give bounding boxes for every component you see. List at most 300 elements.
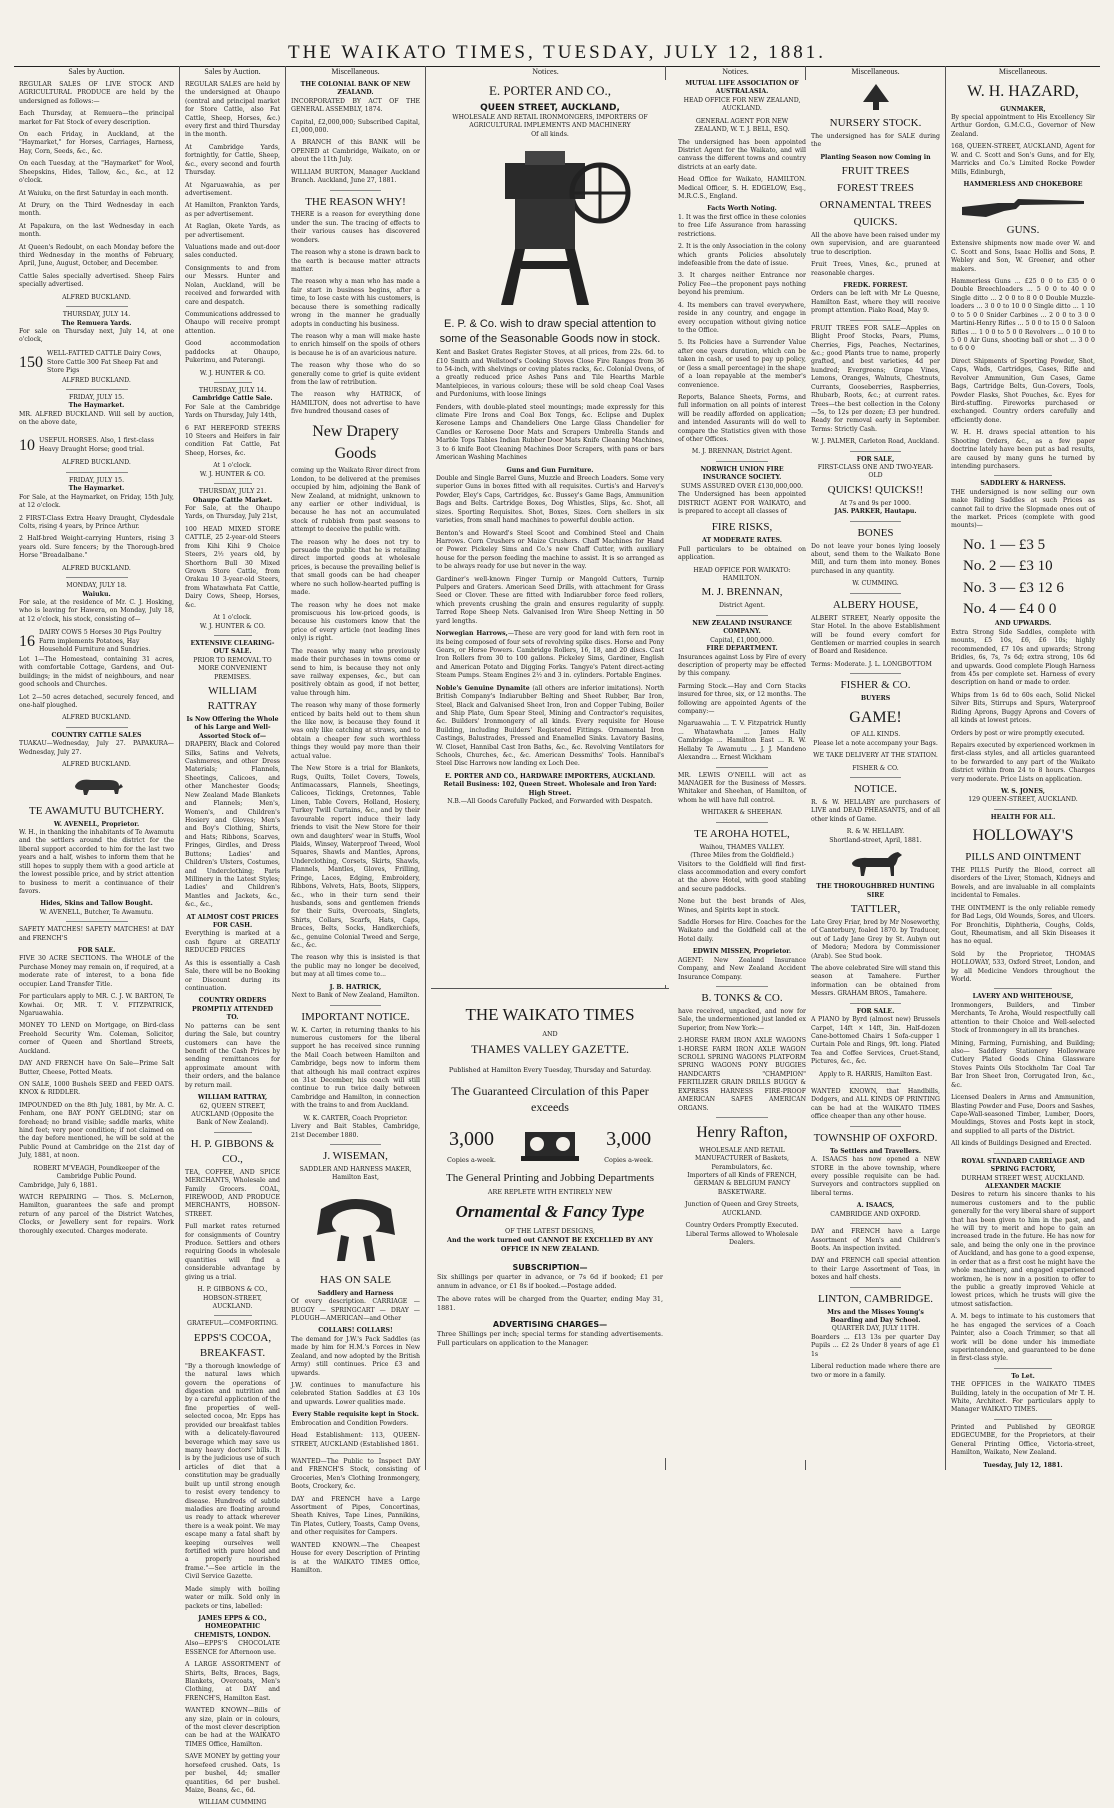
paragraph: Double and Single Barrel Guns, Muzzle and Breech Loaders. Some very superior Guns in boxes fitted with all requisites. Curtis's and Harvey's Powder, Eley's Caps, Cartridges, &c. Bussey's Game Bags, Ammunition Bags and Belts. Cartridge Boxes, Dog Whistles, Slips, &c. Shot, all sizes. Sporting Requisites. Shot, Boxes, Sizes. Corn shellers in six varieties, from small hand machines to powerful double action. bbox=[436, 474, 664, 525]
paragraph: coming up the Waikato River direct from London, to be delivered at the premises occupied by him, adjoining the Bank of New Zealand, at midnight, unknown to any earlier or other individual, is because he has not an accumulated stock of rubbish from past seasons to attempt to deceive the public with. bbox=[291, 467, 420, 534]
ad-subtitle: Capital, £1,000,000. bbox=[710, 636, 774, 644]
circulation-number: 3,000 bbox=[448, 1128, 494, 1151]
ad-subtitle: OF THE LATEST DESIGNS, bbox=[505, 1227, 595, 1236]
paragraph: Insurances against Loss by Fire of every description of property may be effected by this company. bbox=[678, 653, 806, 678]
ad-title: NURSERY STOCK. bbox=[829, 116, 922, 129]
paragraph: INCORPORATED BY ACT OF THE GENERAL ASSEMBLY, 1874. bbox=[291, 97, 420, 114]
paragraph: The reason why a man will make haste to enrich himself on the spoils of others is because he is of an avaricious nature. bbox=[291, 332, 420, 357]
sale-date: MONDAY, JULY 18. bbox=[66, 582, 127, 590]
ad-subtitle: AT MODERATE RATES. bbox=[702, 537, 782, 545]
ad-title: FOR SALE, bbox=[856, 455, 895, 463]
paragraph: Benton's and Howard's Steel Scoot and Combined Steel and Chain Harrows. Corn Crushers or Maize Crushers. Chaff Machines for Hand or Power. Pickeley Sims and Co.'s new Chaff Cutter, with auxiliary house for the person feeding the machine to assist. It is so arranged as to be always ready for use but never in the way. bbox=[436, 529, 664, 571]
list-item: QUICKS. bbox=[853, 215, 898, 228]
circulation-number: 3,000 bbox=[606, 1128, 652, 1151]
paragraph: Whips from 1s 6d to 60s each, Solid Nickel Silver Bits, Stirrups and Spurs, Waterproof Riding Aprons, Buggy Aprons and Covers of all kinds at lowest prices. bbox=[951, 691, 1095, 725]
ad-title: FOR SALE. bbox=[856, 1007, 895, 1015]
paragraph: Mining, Farming, Furnishing, and Building; also— Saddlery Stationery Hollowware Cutlery Plated Goods China Glassware Stoves Paints Oils Stockholm Tar Coal Tar Bar Iron Sheet Iron, Corrugated Iron, &c., &c. bbox=[951, 1039, 1095, 1089]
section-title: SUBSCRIPTION— bbox=[512, 1263, 588, 1273]
signature: ALFRED BUCKLAND. bbox=[62, 714, 131, 722]
paragraph: 2-HORSE FARM IRON AXLE WAGONS 1-HORSE FARM IRON AXLE WAGON SCROLL SPRING WAGONS PLATFORM SPRING WAGONS PONY BUGGIES HANDCARTS "CHAMPION" FERTILIZER GRAIN DRILLS BUGGY & EXPRESS HARNESS FIRE-PROOF AMERICAN SAFES AMERICAN ORGANS. bbox=[678, 1037, 806, 1112]
paragraph: A. M. begs to intimate to his customers that he has engaged the services of a Coach Painter, also a Coach Trimmer, so that all work will be done under his immediate superintendence, and guaranteed to be done in first-class style. bbox=[951, 1313, 1095, 1363]
address: 129 QUEEN-STREET, AUCKLAND. bbox=[968, 796, 1078, 804]
paragraph: As this is essentially a Cash Sale, there will be no Booking or Discount during its continuation. bbox=[185, 959, 280, 993]
paragraph: THE OINTMENT is the only reliable remedy for Bad Legs, Old Wounds, Sores, and Ulcers. For Bronchitis, Diphtheria, Coughs, Colds, Gout, Rheumatism, and all Skin Diseases it has no equal. bbox=[951, 904, 1095, 946]
ad-title: THAMES VALLEY GAZETTE. bbox=[470, 1041, 630, 1056]
paragraph: Junction of Queen and Grey Streets, AUCKLAND. bbox=[685, 1201, 799, 1217]
ad-title: THE WAIKATO TIMES bbox=[465, 1005, 635, 1024]
ad-title: THE THOROUGHBRED HUNTING SIRE bbox=[816, 883, 935, 899]
ad-subtitle: SADDLER AND HARNESS MAKER, Hamilton East, bbox=[299, 1165, 412, 1182]
sale-date: FRIDAY, JULY 15. bbox=[68, 476, 125, 484]
paragraph: For Sale at the Cambridge Yards on Thursday, July 14th, bbox=[185, 403, 280, 420]
ad-subtitle: Every Stable requisite kept in Stock. bbox=[292, 1411, 419, 1419]
ad-subtitle: AT ALMOST COST PRICES FOR CASH. bbox=[186, 913, 279, 930]
signature: FREDK. FORREST. bbox=[843, 282, 908, 290]
signature: W. CUMMING. bbox=[852, 580, 899, 588]
ad-title: LAVERY AND WHITEHOUSE, bbox=[972, 993, 1074, 1001]
signature: WHITAKER & SHEEHAN. bbox=[701, 809, 783, 817]
paragraph: At Hamilton, Frankton Yards, as per advertisement. bbox=[185, 202, 280, 218]
address: Shortland-street, April, 1881. bbox=[829, 836, 922, 844]
paragraph: The above rates will be charged from the Quarter, ending May 31, 1881. bbox=[437, 1295, 663, 1313]
ad-title: The General Printing and Jobbing Departments bbox=[445, 1172, 655, 1185]
paragraph: Lot 2—50 acres detached, securely fenced, and one-half ploughed. bbox=[19, 693, 174, 710]
column-header: Notices. bbox=[722, 67, 749, 76]
ad-title: TATTLER, bbox=[850, 902, 901, 915]
lot-desc: USEFUL HORSES. Also, 1 first-class Heavy Draught Horse; good trial. bbox=[39, 437, 154, 453]
paragraph: Sold by the Proprietor, THOMAS HOLLOWAY, 533, Oxford Street, London, and by all Medicine Vendors throughout the World. bbox=[951, 950, 1095, 984]
sale-title: Ohaupo Cattle Market. bbox=[192, 496, 273, 504]
price: At 7s and 9s per 1000. bbox=[840, 499, 911, 507]
ad-title: The Guaranteed Circulation of this Paper exceeds bbox=[451, 1083, 649, 1115]
paragraph: None but the best brands of Ales, Wines, and Spirits kept in stock. bbox=[678, 898, 806, 914]
paragraph: Capital, £2,000,000; Subscribed Capital, £1,000,000. bbox=[291, 118, 420, 134]
signature: J. B. HATRICK, bbox=[329, 983, 382, 991]
lot-count: 16 bbox=[19, 633, 35, 651]
ad-subtitle: QUEEN STREET, AUCKLAND, bbox=[480, 102, 620, 113]
lot-count: 150 bbox=[19, 353, 43, 371]
horse-illustration bbox=[844, 849, 908, 879]
paragraph: The undersigned has been appointed District Agent for the Waikato, and will canvass the different towns and country districts at an early date. bbox=[678, 138, 806, 171]
ad-title: ALBERY HOUSE, bbox=[832, 598, 919, 611]
paragraph: Gardiner's well-known Finger Turnip or Mangold Cutters, Turnip Pulpers and Graters. American Seed Drills, with attachment for Grass Seed or Clover. These are fitted with Indiarubber force feed rollers, which prevents crushing the grain and ensures regularity of supply. Tarred Rope Sheep Nets. Galvanised Iron Wire Sheep Netting in 50 yard lengths. bbox=[436, 575, 664, 625]
paragraph: 3. It charges neither Entrance nor Policy Fee—the proponent pays nothing beyond his premium. bbox=[678, 272, 806, 297]
paragraph: WANTED KNOWN, that Handbills, Dodgers, and ALL KINDS OF PRINTING can be had at the WAIKATO TIMES office cheaper than any other house. bbox=[811, 1088, 940, 1121]
paragraph: At Drury, on the Third Wednesday in each month. bbox=[19, 201, 174, 218]
paragraph: 168, QUEEN-STREET, AUCKLAND, Agent for W. and C. Scott and Son's Guns, and for Ely, Marricks and Co.'s Limited Rocke Powder Mills, Edinburgh, bbox=[951, 143, 1095, 176]
signature: ALFRED BUCKLAND. bbox=[62, 761, 131, 769]
ad-title: ROYAL STANDARD CARRIAGE AND SPRING FACTORY, bbox=[961, 1157, 1085, 1174]
sale-title: The Haymarket. bbox=[68, 485, 125, 493]
ad-title: FISHER & CO. bbox=[840, 679, 911, 692]
ad-subtitle: Of all kinds. bbox=[531, 130, 569, 138]
paragraph: —These are very good for land with fern root in its being composed of four sets of revolving spike discs. Horse and Pony Gears, or Horse Powers. Cambridge Rollers, 16, 18, and 20 discs. Cast Iron Rollers from 30 to 100 gallons. Pickeley Sims, Gardiner, English and American Potato and Digging Forks. Tangye's Patent direct-acting Steam Pumps. Steam Engines 2½ and 3 in. cylinders. Portable Engines. bbox=[436, 630, 664, 680]
ad-title: Ornamental & Fancy Type bbox=[455, 1202, 645, 1222]
paragraph: Fruit Trees, Vines, &c., pruned at reasonable charges. bbox=[811, 261, 940, 277]
corn-crusher-illustration bbox=[465, 143, 635, 313]
paragraph: TEA, COFFEE, AND SPICE MERCHANTS, Wholesale and Family Grocers. COAL, FIREWOOD, AND PRODUCE MERCHANTS, HOBSON-STREET. bbox=[185, 1168, 280, 1218]
paragraph: No patterns can be sent during the Sale, but country customers can have the benefit of the Cash Prices by sending remittances for approximate amount with their orders, and the balance by return mail. bbox=[185, 1022, 280, 1089]
column-2 bbox=[180, 66, 286, 1807]
ad-title: QUICKS! QUICKS!! bbox=[827, 483, 924, 496]
sale-title: The Remuera Yards. bbox=[61, 319, 132, 327]
ad-title: TOWNSHIP OF OXFORD. bbox=[813, 1131, 938, 1144]
ad-subtitle: WHOLESALE AND RETAIL MANUFACTURER of Baskets, Perambulators, &c. bbox=[695, 1146, 789, 1171]
ad-subtitle: District Agent. bbox=[719, 602, 765, 610]
paragraph: Cambridge, July 6, 1881. bbox=[19, 1181, 98, 1189]
signature: Apply to R. HARRIS, Hamilton East. bbox=[818, 1070, 933, 1078]
paragraph: 6 FAT HEREFORD STEERS 10 Steers and Heifers in fair condition Fat Cattle, Fat Sheep, Horses, &c. bbox=[185, 424, 280, 457]
column-header: Notices. bbox=[532, 67, 559, 76]
ad-title: THE COLONIAL BANK OF NEW ZEALAND. bbox=[300, 80, 411, 97]
imprint: Printed and Published by GEORGE EDGECUMBE, for the Proprietors, at their General Printing Office, Victoria-street, Hamilton, Waikato, New Zealand. bbox=[951, 1423, 1095, 1457]
imprint-date: Tuesday, July 12, 1881. bbox=[983, 1461, 1063, 1469]
paragraph: Full market rates returned for consignments of Country Produce. Settlers and others requiring Goods in wholesale quantities will find a considerable advantage by giving us a trial. bbox=[185, 1223, 280, 1281]
ad-subtitle: ARE REPLETE WITH ENTIRELY NEW bbox=[487, 1188, 613, 1197]
paragraph: Reports, Balance Sheets, Forms, and full information on all points of interest will be readily afforded on application; and intended Assurants will do well to compare the Statistics given with those of other Offices. bbox=[678, 393, 806, 444]
ad-title: HAS ON SALE bbox=[320, 1273, 391, 1286]
sale-date: THURSDAY, JULY 14. bbox=[62, 311, 131, 319]
paragraph: The undersigned has for SALE during the bbox=[811, 132, 940, 149]
ad-subtitle: WHOLESALE AND RETAIL IRONMONGERS, IMPORTERS OF AGRICULTURAL IMPLEMENTS AND MACHINERY bbox=[452, 113, 648, 130]
signature: A. ISAACS, bbox=[856, 1202, 895, 1210]
paragraph: W. H. H. draws special attention to his Shooting Orders, &c., as a few paper doctrine lately have been put as bad results, are caused by many guns he turned by intending purchasers. bbox=[951, 429, 1095, 470]
paragraph: Extensive shipments now made over W. and C. Scott and Sons, Isaac Hollis and Sons, P. Webley and Son, W. Greener, and other makers. bbox=[951, 240, 1095, 273]
ad-subtitle: And the work turned out CANNOT BE EXCELLED BY ANY OFFICE IN NEW ZEALAND. bbox=[447, 1236, 653, 1254]
bull-illustration bbox=[69, 774, 125, 800]
ad-subtitle: (Three Miles from the Goldfield.) bbox=[690, 852, 794, 860]
ad-subtitle: FIRST-CLASS ONE AND TWO-YEAR-OLD bbox=[817, 464, 934, 480]
paragraph: Three Shillings per inch; special terms for standing advertisements. Full particulars on application to the Manager. bbox=[437, 1330, 663, 1348]
ad-name: M. J. BRENNAN, bbox=[701, 586, 783, 599]
ad-name: WILLIAM RATTRAY bbox=[207, 685, 258, 712]
paragraph: J.W. continues to manufacture his celebrated Station Saddles at £3 10s and upwards. Lower qualities made. bbox=[291, 1381, 420, 1406]
ad-title: IMPORTANT NOTICE. bbox=[301, 1010, 410, 1023]
signature: WILLIAM RATTRAY, bbox=[197, 1094, 268, 1102]
paragraph: Each Thursday, at Remuera—the principal market for Fat Stock of every description. bbox=[19, 110, 174, 126]
ad-title: THE REASON WHY! bbox=[305, 195, 406, 208]
paragraph: Also—EPPS'S CHOCOLATE ESSENCE for Afternoon use. bbox=[185, 1640, 280, 1656]
paragraph: THERE is a reason for everything done under the sun. The tracing of effects to their various causes has discovered wonders. bbox=[291, 211, 420, 244]
waikato-times-house-ad bbox=[431, 988, 669, 1458]
saddle-price: No. 1 — £3 5 bbox=[963, 536, 1046, 553]
paragraph: 1. It was the first office in these colonies to free Life Assurance from harassing restrictions. bbox=[678, 213, 806, 238]
list-item: FRUIT TREES bbox=[841, 165, 910, 178]
ad-subtitle: Saddlery and Harness bbox=[317, 1289, 394, 1297]
signature: EDWIN MISSEN, Proprietor. bbox=[692, 948, 792, 956]
tree-illustration bbox=[859, 82, 893, 112]
paragraph: Lot 1—The Homestead, containing 31 acres, with comfortable Cottage, Gardens, and Out-buildings; in the midst of neighbours, and near good schools and Churches. bbox=[19, 655, 174, 689]
paragraph: Orders can be left with Mr Le Quesne, Hamilton East, where they will receive prompt attention. Piako Road, May 9. bbox=[811, 290, 940, 315]
ad-subtitle: FIRE DEPARTMENT. bbox=[706, 645, 778, 653]
paragraph: 2. It is the only Association in the colony which grants Policies absolutely indefeasible from the date of issue. bbox=[678, 243, 806, 268]
paragraph: At Raglan, Okete Yards, as per advertisement. bbox=[185, 223, 280, 239]
paragraph: Six shillings per quarter in advance, or 7s 6d if booked; £1 per annum in advance, or £1 8s if booked.—Postage added. bbox=[437, 1273, 663, 1291]
signature: W. J. HUNTER & CO. bbox=[199, 470, 266, 478]
printing-press-illustration bbox=[519, 1124, 581, 1164]
paragraph: W. K. Carter, in returning thanks to his numerous customers for the liberal support he has received since running the Mail Coach between Hamilton and Cambridge, begs now to inform them that although his mail contract expires on 31st December, his coach will still continue to run twice daily between Cambridge and Hamilton, in connection with the trains to and from Auckland. bbox=[291, 1026, 420, 1110]
ad-title: FIRE RISKS, bbox=[711, 521, 773, 534]
paragraph: Liberal reduction made where there are two or more in a family. bbox=[811, 1363, 940, 1379]
sub-title: Hides, Skins and Tallow Bought. bbox=[40, 900, 153, 908]
section-title: ADVERTISING CHARGES— bbox=[492, 1320, 608, 1330]
ad-name: J. WISEMAN, bbox=[323, 1150, 388, 1162]
paragraph: Boarders ... £13 13s per quarter Day Pupils ... £2 2s Under 8 years of age £1 1s bbox=[811, 1333, 940, 1358]
ad-subtitle: Guns and Gun Furniture. bbox=[506, 466, 594, 474]
signature: ALFRED BUCKLAND. bbox=[62, 459, 131, 467]
paragraph: Good accommodation paddocks at Ohaupo, Pukerimu, and Paterangi. bbox=[185, 340, 280, 365]
ad-title: B. TONKS & CO. bbox=[701, 991, 783, 1004]
ad-subtitle: Norwegian Harrows, bbox=[436, 630, 508, 638]
porter-advertisement bbox=[431, 80, 669, 985]
paragraph: FIVE 30 ACRE SECTIONS. The WHOLE of the Purchase Money may remain on, if required, at a moderate rate of interest, to a bona fide occupier. Land Transfer Title. bbox=[19, 955, 174, 988]
paragraph: The New Store is a trial for Blankets, Rugs, Quilts, Toilet Covers, Towels, Antimacassars, Flannels, Sheetings, Calicoes, Tickings, Cretonnes, Table Linen, Table Covers, Holland, Hosiery, Turkey Twill Curtains, &c., and by their favourable report induce their lady friends to visit the New Store for their own and daughters' wear in Stuffs, Wool Plaids, Winsey, Waterproof Tweed, Wool Squares, Shawls and Mantles, Aprons, Underclothing, Corsets, Skirts, Shawls, Flannels, Mantles, Gloves, Frilling, Fringe, Laces, Edging, Embroidery, Ribbons, Velvets, Hats, Boots, Slippers, &c., who in their turn send their husbands, sons and gentlemen friends for their Suits, Overcoats, Singlets, Shirts, Collars, Scarfs, Hats, Caps, Braces, Belts, Socks, Handkerchiefs, &c., genuine Colonial Tweed and Serge, &c., &c. bbox=[291, 765, 420, 950]
paragraph: W. H., in thanking the inhabitants of Te Awamutu and the settlers around the district for the liberal support accorded to him for the last two years and a half, wishes to inform them that he still hopes to supply them with a good article at the lowest possible price, and by strict attention to business to merit a continuance of their favors. bbox=[19, 828, 174, 895]
signature: W. J. HUNTER & CO. bbox=[199, 622, 266, 630]
paragraph: WANTED KNOWN.—The Cheapest House for every Description of Printing is at the WAIKATO TIMES Office, Hamilton. bbox=[291, 1541, 420, 1574]
ad-name: E. PORTER AND CO., bbox=[488, 83, 611, 98]
paragraph: SAFETY MATCHES! SAFETY MATCHES! at DAY and FRENCH'S bbox=[19, 926, 174, 942]
ad-title: LINTON, CAMBRIDGE. bbox=[818, 1292, 933, 1305]
paragraph: MR. ALFRED BUCKLAND. Will sell by auction, on the above date, bbox=[19, 410, 174, 427]
sub-title: FOR SALE. bbox=[77, 947, 116, 955]
paragraph: The demand for J.W.'s Pack Saddles (as made by him for H.M.'s Forces in New Zealand, and now adopted by the British Army) still continues. Price £3 and upwards. bbox=[291, 1335, 420, 1377]
paragraph: (all others are inferior imitations). North British Company's Indiarubber Belting and Sheet Rubber, Bar Iron, Steel, Black and Galvanised Sheet Iron, Iron and Copper Tubing, Boiler and Ship Plate, Gum Spear Steel, Mining and Contractor's requisites, &c. Builders' Ironmongery of all kinds. Every requisite for House Building, including Builders' Registered Fittings. Ornamental Iron Castings, Balustrades, Pressed and Enamelled Sinks. Lavatory Basins, W. Closet, Hannibal Cast Iron Baths, &c., &c. Revolving Ventilators for Schools, Churches, &c., &c. American Dessmiths' Tools. Hannibal's Steel Disc Harrows now landing ex Loch Dee. bbox=[436, 684, 664, 768]
ad-subtitle: Noble's Genuine Dynamite bbox=[436, 684, 530, 692]
ad-title: NORWICH UNION FIRE INSURANCE SOCIETY. bbox=[700, 465, 784, 482]
ad-subtitle: AND UPWARDS. bbox=[994, 620, 1052, 628]
paragraph: Head Establishment: 113, QUEEN-STREET, AUCKLAND (Established 1861. bbox=[291, 1432, 420, 1448]
sale-date: FRIDAY, JULY 15. bbox=[68, 394, 125, 402]
ad-title: NEW ZEALAND INSURANCE COMPANY. bbox=[692, 619, 792, 636]
sale-title: Cambridge Cattle Sale. bbox=[192, 395, 273, 403]
paragraph: Desires to return his sincere thanks to his numerous customers and to the public generally for the very liberal share of support that has been given to him in the past, and he will try to merit and hope to gain an increased trade in the future. He has now for sale, and being the only one in the province of Auckland, and has gone to a good expense, in order that as a first cost he might have the whole machinery, and engaged experienced workmen, he is now in a position to offer to the public a greatly improved Vehicle at lowest prices, which he trusts will give the utmost satisfaction. bbox=[951, 1191, 1095, 1308]
address: DURHAM STREET WEST, AUCKLAND. bbox=[961, 1174, 1085, 1182]
ad-title: PILLS AND OINTMENT bbox=[965, 851, 1081, 864]
column-header: Miscellaneous. bbox=[331, 67, 380, 76]
signature: E. PORTER AND CO., HARDWARE IMPORTERS, AUCKLAND. bbox=[444, 772, 656, 780]
saddle-price: No. 3 — £3 12 6 bbox=[963, 579, 1064, 596]
paragraph: THE PILLS Purify the Blood, correct all disorders of the Liver, Stomach, Kidneys and Bowels, and are invaluable in all complaints incidental to Females. bbox=[951, 867, 1095, 900]
paragraph: The reason why many who previously made their purchases in towns come or send to him, is because they not only save railway expenses, &c., but can positively obtain as good, if not better, value through him. bbox=[291, 647, 420, 697]
sale-title: Waiuku. bbox=[82, 590, 111, 598]
paragraph: For sale, at the residence of Mr. C. J. Hosking, who is leaving for Hawera, on Monday, July 18, at 12 o'clock, his stock, consisting of— bbox=[19, 598, 174, 623]
paragraph: For particulars apply to MR. C. J. W. BARTON, Te Kowhai. Or, MR. T. V. FITZPATRICK, Ngaruawahia. bbox=[19, 993, 174, 1017]
ad-name: EPPS'S COCOA, BREAKFAST. bbox=[193, 1331, 272, 1359]
paragraph: At Papakura, on the last Wednesday in each month. bbox=[19, 222, 174, 239]
paragraph: WANTED—The Public to Inspect DAY and FRENCH'S Stock, consisting of Groceries, Men's Clothing Ironmongery, Boots, Crockery, &c. bbox=[291, 1457, 420, 1491]
signature: R. & W. HELLABY. bbox=[846, 828, 905, 836]
ad-subtitle: Mrs and the Misses Young's Boarding and Day School. bbox=[827, 1308, 924, 1324]
paragraph: WILLIAM BURTON, Manager Auckland Branch. Auckland, June 27, 1881. bbox=[291, 168, 420, 185]
paragraph: For sale on Thursday next, July 14, at one o'clock, bbox=[19, 328, 174, 344]
paragraph: Fenders, with double-plated steel mountings; made expressly for this climate Fire Irons and Coal Box Tongs, &c. Eclipse and Duplex Kerosene Lamps and Chandeliers One Large Glass Chandelier for Candles or Kerosene Door Mats and Scrapers Umbrella Stands and Marble Tops Tables Indian Rubber Door Mats Knife Cleaning Machines, 3 to 6 knife Boot Cleaning Machines Door Scrapers, with pans or bars American Washing Machines bbox=[436, 403, 664, 462]
paragraph: Ngaruawahia ... T. V. Fitzpatrick Huntly ... Whatawhata ... James Hally Cambridge ... Hamilton East ... R. W. Hellaby Te Awamutu ... J. J. Mandeno Alexandra ... Ernest Wickham bbox=[678, 720, 806, 762]
ad-title: GUNS. bbox=[1006, 224, 1040, 237]
paragraph: The Undersigned has been appointed DISTRICT AGENT FOR WAIKATO, and is prepared to accept all classes of bbox=[678, 491, 806, 515]
ad-title: GAME! bbox=[849, 708, 902, 726]
lot-count: 10 bbox=[19, 436, 35, 454]
ad-subtitle: HAMMERLESS AND CHOKEBORE bbox=[963, 181, 1083, 188]
sale-title: COUNTRY CATTLE SALES bbox=[51, 731, 142, 739]
paragraph: WANTED KNOWN—Bills of any size, plain or in colours, of the most clever description can be had at the WAIKATO TIMES Office, Hamilton. bbox=[185, 1707, 280, 1748]
paragraph: Made simply with boiling water or milk. Sold only in packets or tins, labelled: bbox=[185, 1585, 280, 1610]
column-header: Miscellaneous. bbox=[851, 67, 900, 76]
lot-desc: WELL-FATTED CATTLE Dairy Cows, Store Cattle 300 Fat Sheep Fat and Store Pigs bbox=[47, 350, 162, 374]
paragraph: WE TAKE DELIVERY AT THE STATION. bbox=[813, 752, 938, 760]
paragraph: Please let a note accompany your Bags. bbox=[813, 739, 938, 747]
ad-title: New Drapery Goods bbox=[312, 422, 399, 462]
paragraph: ON SALE, 1000 Bushels SEED and FEED OATS. KNOX & RIDDLER. bbox=[19, 1080, 174, 1097]
ad-subtitle: GRATEFUL—COMFORTING. bbox=[187, 1320, 278, 1328]
paragraph: 100 HEAD MIXED STORE CATTLE, 25 2-year-old Steers from Kihi Kihi 9 Choice Steers, 2½ years old, by Shorthorn Bull 30 Mixed Grown Store Cattle, from Orakau 10 3-year-old Steers, from Whatawhata Fat Cattle, Dairy Cows, Sheep, Horses, &c. bbox=[185, 525, 280, 609]
ad-subtitle: ALEXANDER MACKIE bbox=[985, 1182, 1061, 1190]
ad-title: MUTUAL LIFE ASSOCIATION OF AUSTRALASIA. bbox=[685, 80, 799, 96]
signature: ALFRED BUCKLAND. bbox=[62, 564, 131, 572]
signature: H. P. GIBBONS & CO., HOBSON-STREET, AUCKLAND. bbox=[197, 1286, 268, 1310]
list-item: ORNAMENTAL TREES bbox=[819, 199, 932, 211]
saddle-illustration bbox=[311, 1187, 401, 1269]
signature: W. J. HUNTER & CO. bbox=[199, 369, 266, 377]
ad-title: SADDLERY & HARNESS. bbox=[980, 480, 1066, 488]
signature: JAMES EPPS & CO., HOMEOPATHIC CHEMISTS, LONDON. bbox=[194, 1614, 271, 1639]
ad-subtitle: Published at Hamilton Every Tuesday, Thursday and Saturday. bbox=[448, 1065, 652, 1074]
paragraph: MR. LEWIS O'NEILL will act as MANAGER for the Business of Messrs. Whitaker and Sheehan, of Hamilton, of whom he will have full control. bbox=[678, 771, 806, 804]
ad-subtitle: SUMS ASSURED OVER £130,000,000. bbox=[681, 482, 803, 490]
sale-time: At 1 o'clock. bbox=[213, 462, 252, 470]
note: N.B.—All Goods Carefully Packed, and Forwarded with Despatch. bbox=[447, 798, 653, 806]
paragraph: Hammerless Guns ... £25 0 0 to £35 0 0 Double Breechloaders ... 5 0 0 to 40 0 0 Single ditto ... 2 0 0 to 8 0 0 Double Muzzle-loaders ... 3 0 0 to 10 0 0 Single ditto ... 1 10 0 to 5 0 0 Snider Carbines ... 2 0 0 to 3 0 0 Martini-Henry Rifles ... 5 0 0 to 15 0 0 Saloon Rifles ... 1 0 0 to 5 0 0 Revolvers ... 0 10 0 to 5 0 0 Air Guns, shooting ball or shot ... 3 0 0 to 6 0 0 bbox=[951, 278, 1095, 353]
paragraph: The reason why HATRICK, of HAMILTON, does not advertise to have five hundred thousand cases of bbox=[291, 391, 420, 416]
paragraph: A. ISAACS has now opened a NEW STORE in the above township, where every possible requisite can be had. Surveyors and contractors supplied on liberal terms. bbox=[811, 1156, 940, 1197]
ad-subtitle: HEAD OFFICE FOR WAIKATO: HAMILTON. bbox=[693, 566, 791, 583]
paragraph: 4. Its members can travel everywhere, reside in any country, and engage in every occupation without giving notice to the Office. bbox=[678, 301, 806, 334]
sale-title: The Haymarket. bbox=[68, 402, 125, 410]
paragraph: have received, unpacked, and now for Sale, the undermentioned just landed ex Superior, from New York:— bbox=[678, 1007, 806, 1032]
paragraph: THE undersigned is now selling our own make Riding Saddles at such Prices as cannot fail to drive the Slopmade ones out of the market. Prices (complete with good mounts)— bbox=[951, 488, 1095, 530]
circulation-label: Copies a-week. bbox=[604, 1156, 653, 1165]
paragraph: ALBERT STREET, Nearly opposite the Star Hotel. In the above Establishment will be found every comfort for Gentlemen or married couples in search of Board and Residence. bbox=[811, 614, 940, 656]
signature: FISHER & CO. bbox=[852, 764, 899, 772]
paragraph: MONEY TO LEND on Mortgage, on Bird-class Freehold Security Wm. Coleman, Solicitor, corner of Queen and Shortland Streets, Auckland. bbox=[19, 1022, 174, 1055]
signature: ROBERT M'VEAGH, Poundkeeper of the Cambridge Public Pound. bbox=[33, 1164, 160, 1181]
saddle-price: No. 4 — £4 0 0 bbox=[963, 601, 1057, 618]
paragraph: TUAKAU—Wednesday, July 27. PAPAKURA—Wednesday, July 27. bbox=[19, 740, 174, 756]
ad-name: H. P. GIBBONS & CO., bbox=[190, 1137, 275, 1165]
list-item: FOREST TREES bbox=[837, 182, 914, 195]
ad-subtitle: BUYERS bbox=[860, 695, 891, 703]
ad-title: HOLLOWAY'S bbox=[972, 827, 1074, 845]
paragraph: Licensed Dealers in Arms and Ammunition, Blasting Powder and Fuse, Doors and Sashes, Cape-Wall-seasoned Timber, Lumber, Doors, Mouldings, Stoves and Posts kept in stock, and supplied to all parts of the District. bbox=[951, 1094, 1095, 1135]
paragraph: The above celebrated Sire will stand this season at Tamahere. Further information can be obtained from Messrs. GRAHAM BROS., Tamahere. bbox=[811, 965, 940, 998]
ad-subtitle: Planting Season now Coming in bbox=[820, 153, 931, 161]
paragraph: DAY and FRENCH have a Large Assortment of Pipes, Concertinas, Sheath Knives, Tape Lines, Pannikins, Tin Plates, Cutlery, Toasts, Camp Ovens, and other requisites for Campers. bbox=[291, 1495, 420, 1537]
signature: W. S. JONES, bbox=[1001, 788, 1045, 796]
ad-subtitle: PRIOR TO REMOVAL TO MORE CONVENIENT PREMISES. bbox=[193, 656, 272, 681]
paragraph: For Sale, at the Haymarket, on Friday, 15th July, at 12 o'clock. bbox=[19, 493, 174, 510]
signature: W. AVENELL, Butcher, Te Awamutu. bbox=[39, 908, 154, 916]
ad-title: NOTICE. bbox=[853, 783, 898, 796]
signature: JAS. PARKER, Hautapu. bbox=[834, 508, 917, 516]
ad-title: TE AROHA HOTEL, bbox=[694, 827, 790, 840]
address: Next to Bank of New Zealand, Hamilton. bbox=[291, 992, 420, 1000]
paragraph: 5. Its Policies have a Surrender Value after one years duration, which can be taken in cash, or used to pay up policy, or (less a small percentage) in the shape of a loan repayable at the member's convenience. bbox=[678, 339, 806, 389]
paragraph: For Sale, at the Ohaupo Yards, on Thursday, July 21st, bbox=[185, 505, 280, 521]
column-6 bbox=[806, 66, 946, 1470]
sale-date: THURSDAY, JULY 14. bbox=[198, 386, 267, 394]
signature: WILLIAM CUMMING bbox=[198, 1799, 267, 1807]
paragraph: GENERAL AGENT FOR NEW ZEALAND, W. T. J. BELL, ESQ. bbox=[694, 117, 790, 134]
signature: ALFRED BUCKLAND. bbox=[62, 293, 131, 301]
paragraph: FRUIT TREES FOR SALE—Apples on Blight Proof Stocks, Pears, Plums, Cherries, Figs, Peaches, Nectarines, &c.; good Plants true to name, properly grafted, and best varieties, 4d per hundred; Evergreens; Grape Vines, Lemons, Oranges, Walnuts, Chestnuts, Currants, Gooseberries, Raspberries, Rhubarb, Roots, &c.; at current rates. Trees—the best collection in the Colony—5s, to 12s per dozen; £3 per hundred. Ready for removal early in September. Terms: Strictly Cash. bbox=[811, 324, 940, 433]
sale-date: THURSDAY, JULY 21. bbox=[198, 488, 267, 496]
ad-name: Henry Rafton, bbox=[696, 1124, 788, 1141]
paragraph: The reason why those who do so generally come to grief is quite evident from the law of retribution. bbox=[291, 362, 420, 387]
paragraph: At Waiuku, on the first Saturday in each month. bbox=[19, 189, 169, 197]
paragraph: Orders by post or wire promptly executed. bbox=[951, 729, 1085, 737]
paragraph: Everything is marked at a cash figure at GREATLY REDUCED PRICES bbox=[185, 930, 280, 955]
paragraph: IMPOUNDED on the 8th July, 1881, by Mr. A. C. Fenham, one BAY PONY GELDING; star on forehead; no brand visible; saddle marks, white hind feet; very poor condition; if not claimed on the day before mentioned, he will be sold at the Public Pound at Cambridge on the 21st day of July, 1881, at noon. bbox=[19, 1101, 174, 1160]
paragraph: Repairs executed by experienced workmen in first-class styles, and all articles guaranteed to be forwarded to any part of the Waikato district within from 24 to 8 hours. Charges very moderate. Price Lists on application. bbox=[951, 741, 1095, 783]
paragraph: AGENT: New Zealand Insurance Company, and New Zealand Accident Insurance Company. bbox=[678, 956, 806, 981]
ad-subtitle: COLLARS! COLLARS! bbox=[318, 1327, 393, 1335]
ad-subtitle: COUNTRY ORDERS PROMPTLY ATTENDED TO. bbox=[191, 997, 274, 1022]
address: Retail Business: 102, Queen Street. Wholesale and Iron Yard: High Street. bbox=[443, 781, 657, 797]
paragraph: Cattle Sales specially advertised. Sheep Fairs specially advertised. bbox=[19, 272, 174, 289]
paragraph: HEAD OFFICE FOR NEW ZEALAND, AUCKLAND. bbox=[683, 96, 801, 113]
paragraph: "By a thorough knowledge of the natural laws which govern the operations of digestion and nutrition and by a careful application of the fine properties of well-selected cocoa, Mr. Epps has provided our breakfast tables with a delicately-flavoured beverage which may save us many heavy doctors' bills. It is by the judicious use of such articles of diet that a constitution may be gradually built up until strong enough to resist every tendency to disease. Hundreds of subtle maladies are floating around us ready to attack wherever there is a weak point. We may escape many a fatal shaft by keeping ourselves well fortified with pure blood and a properly nourished frame."—See article in the Civil Service Gazette. bbox=[185, 1362, 280, 1581]
business-title: TE AWAMUTU BUTCHERY. bbox=[29, 804, 164, 817]
paragraph: The reason why this is insisted is that the public may no longer be deceived, but may at all times come to... bbox=[291, 954, 420, 979]
ad-subtitle: To Settlers and Travellers. bbox=[830, 1147, 921, 1155]
ad-subtitle: GUNMAKER, bbox=[1000, 105, 1046, 113]
paragraph: Ironmongers, Builders, and Timber Merchants, Te Aroha, Would respectfully call attention to their Choice and Well-selected Stock of Ironmongery in all its branches. bbox=[951, 1001, 1095, 1035]
paragraph: Head Office for Waikato, HAMILTON. Medical Officer, S. H. EDGELOW, Esq., M.R.C.S., England. bbox=[678, 176, 806, 201]
paragraph: All kinds of Buildings Designed and Erected. bbox=[951, 1140, 1092, 1148]
ad-subtitle: Is Now Offering the Whole of his Large and Well-Assorted Stock of— bbox=[186, 715, 279, 740]
paragraph: Kent and Basket Grates Register Stoves, at all prices, from 22s. 6d. to £10 Smith and Wellstood's Cooking Stoves Close Fire Ranges from 36 to 54-inch, with shelvings or coving plates racks, &c. Colonial Ovens, of a greatly reduced price Ashes Pans and Tile Hearths Marble Mantelpieces, in various colours; these will be sold cheap Coal Vases and Purdoniums, with loose linings bbox=[436, 349, 664, 399]
column-7 bbox=[946, 66, 1100, 1470]
paragraph: The reason why many of those formerly enticed by baits held out to them shun the like now, is because they found it was only like catching at straws, and to obtain a cheaper few such worthless things they would pay more than their actual value. bbox=[291, 702, 420, 760]
paragraph: On each Tuesday, at the "Haymarket" for Wool, Sheepskins, Hides, Tallow, &c., &c., at 12 o'clock. bbox=[19, 160, 174, 185]
paragraph: WATCH REPAIRING — Thos. S. McLernon, Hamilton, guarantees the safe and prompt return of any parcel of the District Watches, Clocks, or Jewellery sent for repairs. Work thoroughly executed. Charges moderate. bbox=[19, 1194, 174, 1235]
ad-title: BONES bbox=[857, 526, 894, 539]
signature: W. J. PALMER, Carleton Road, Auckland. bbox=[811, 438, 940, 446]
paragraph: Terms: Moderate. J. L. LONGBOTTOM bbox=[811, 660, 932, 668]
column-1 bbox=[14, 66, 180, 1470]
paragraph: Do not leave your bones lying loosely about, send them to the Waikato Bone Mill, and turn them into money. Bones purchased in any quantity. bbox=[811, 542, 940, 575]
paragraph: Country Orders Promptly Executed. Liberal Terms allowed to Wholesale Dealers. bbox=[685, 1222, 799, 1246]
paragraph: 2 FIRST-Class Extra Heavy Draught, Clydesdale Colts, rising 4 years, by Prince Arthur. bbox=[19, 514, 174, 530]
ad-title: To Let. bbox=[1011, 1372, 1035, 1380]
paragraph: DRAPERY, Black and Colored Silks, Satins and Velvets, Cashmeres, and other Dress Materials; Flannels, Sheetings, Calicoes, and other Manchester Goods; New Zealand Made Blankets and Flannels; Men's, Women's, and Children's Hosiery and Gloves; Men's and Boy's Clothing, Shirts, and Hats; Ribbons, Scarves, Fringes, Girdles, and Dress Buttons; Ladies' and Children's Ulsters, Costumes, and Underclothing; Paris Millinery in the Latest Styles; Ladies' and Children's Mantles and Jackets, &c., &c., &c., bbox=[185, 741, 280, 909]
paragraph: Visitors to the Goldfield will find first-class accommodation and every comfort at the above Hotel, with good stabling and secure paddocks. bbox=[678, 860, 806, 893]
paragraph: Consignments to and from our Messrs. Hunter and Nolan, Auckland, will be received and forwarded with care and despatch. bbox=[185, 264, 280, 306]
ad-subtitle: Waihou, THAMES VALLEY. bbox=[699, 843, 785, 851]
masthead: THE WAIKATO TIMES, TUESDAY, JULY 12, 1881. bbox=[288, 42, 826, 63]
ad-subtitle: OF ALL KINDS. bbox=[850, 731, 901, 739]
paragraph: At Ngaruawahia, as per advertisement. bbox=[185, 181, 280, 197]
paragraph: A LARGE ASSORTMENT of Shirts, Belts, Braces, Bags, Blankets, Overcoats, Men's Clothing, at DAY and FRENCH'S, Hamilton East. bbox=[185, 1661, 280, 1702]
paragraph: Extra Strong Side Saddles, complete with mounts, £5 10s, £6, £6 10s; highly recommended, £7 10s and upwards; Strong Bridles, 6s, 7s, 7s 6d; extra strong, 10s 6d and upwards. Good complete Plough Harness from 45s per complete set. Harness of every description on hand or made to order. bbox=[951, 628, 1095, 687]
sale-time: At 1 o'clock. bbox=[213, 614, 252, 622]
paragraph: DAY and FRENCH call special attention to their Large Assortment of Teas, in boxes and half chests. bbox=[811, 1257, 940, 1282]
paragraph: All the above have been raised under my own supervision, and are guaranteed true to description. bbox=[811, 231, 940, 256]
lot-desc: DAIRY COWS 5 Horses 30 Pigs Poultry Farm implements Potatoes, Hay Household Furniture and Sundries. bbox=[39, 629, 162, 654]
paragraph: DAY AND FRENCH have On Sale—Prime Salt Butter, Cheese, Potted Meats. bbox=[19, 1060, 174, 1076]
paragraph: Farming Stock.—Hay and Corn Stacks insured for three, six, or 12 months. The following are appointed Agents of the company:— bbox=[678, 682, 806, 716]
ad-title: W. H. HAZARD, bbox=[967, 82, 1079, 100]
